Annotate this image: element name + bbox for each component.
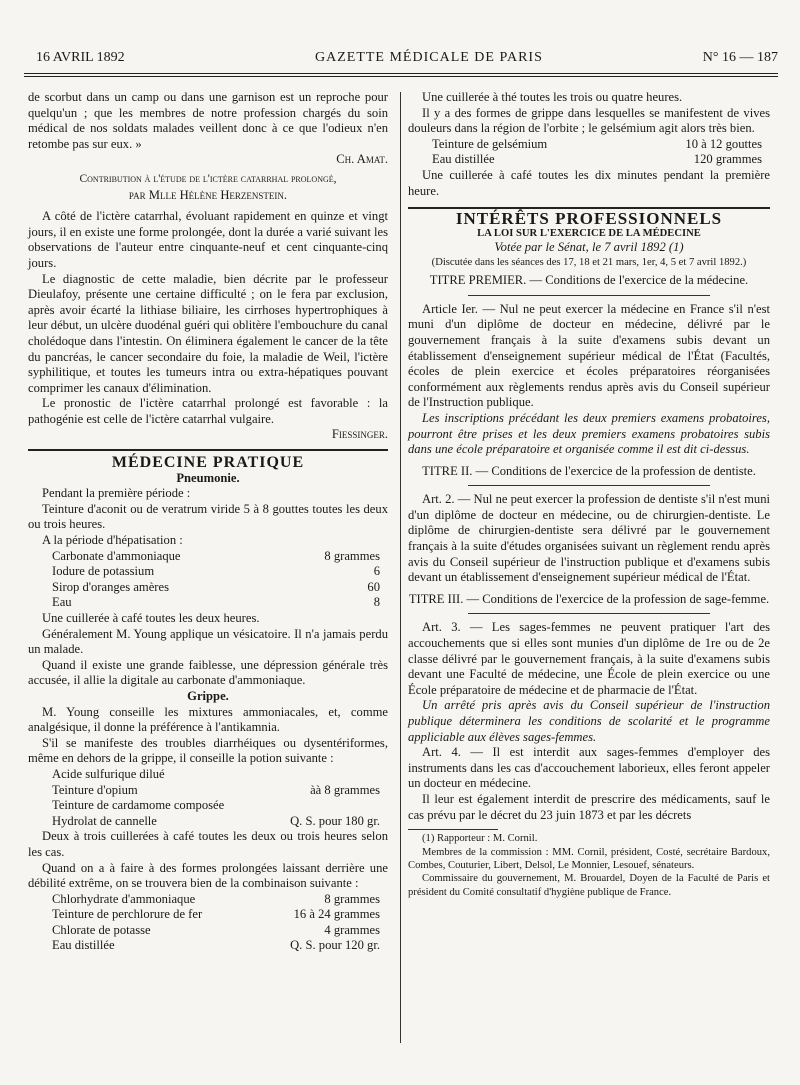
pneumonie-line-5: Généralement M. Young applique un vésicatoire. Il n'a jamais perdu un malade. xyxy=(28,626,388,657)
scorbut-paragraph: de scorbut dans un camp ou dans une garnison est un reproche pour quelqu'un ; que les membres de notre profession chargés du soin médical de nos soldats malades veillent donc à ce que l'odieux n'en retombe pas sur eux. » xyxy=(28,90,388,151)
ingredient-name: Iodure de potassium xyxy=(52,564,155,579)
pneumonie-line-1: Pendant la première période : xyxy=(42,486,191,501)
ingredient-dose: 4 grammes xyxy=(324,922,380,937)
footnote-2: Membres de la commission : MM. Cornil, président, Costé, secrétaire Bardoux, Combes, Couturier, Libert, Delsol, Le Monnier, Lesouef, sénateurs. xyxy=(408,846,770,871)
prescription-hepatisation xyxy=(28,549,388,611)
prescription-gelsemium xyxy=(408,137,770,168)
article-1: Article Ier. — Nul ne peut exercer la médecine en France s'il n'est muni d'un diplôme de docteur en médecine, délivré par le gouvernement français à la suite d'examens subis devant un établissement d'enseignement supérieur médical de l'État (Facultés, écoles de plein exercice et écoles préparatoires réorganisées conformément aux règlements rendus après avis du Conseil supérieur de l'Instruction publique. xyxy=(408,301,770,410)
header-journal-title: GAZETTE MÉDICALE DE PARIS xyxy=(315,50,543,65)
column-divider xyxy=(400,92,401,1043)
grippe-line-3: Deux à trois cuillerées à café toutes les deux ou trois heures selon les cas. xyxy=(28,829,388,859)
prescription-row xyxy=(28,892,388,908)
subheading-grippe: Grippe. xyxy=(187,688,229,703)
prescription-row xyxy=(28,814,388,830)
ingredient-dose xyxy=(380,767,388,783)
ictere-paragraph-2: Le diagnostic de cette maladie, bien décrite par le professeur Dieulafoy, présente une certaine difficulté ; on le fera par exclusion, après avoir écarté la lithiase biliaire, les cirrhoses hypertrophiques à leur début, un ulcère duodénal guéri qui oblitère l'embouchure du canal cholédoque dans l'intestin. On éliminera également le cancer de la tête du pancréas, le cancer secondaire du foie, la maladie de Weil, l'ictère syphilitique, et toutes les tumeurs intra ou extra-hépatiques pouvant comprimer les canaux d'élimination. xyxy=(28,271,388,395)
prescription-row xyxy=(28,798,388,814)
article-4-b: Il leur est également interdit de prescrire des médicaments, sauf le cas prévu par le décret du 23 juin 1873 et par les décrets xyxy=(408,791,770,822)
grippe-line-4: Quand on a à faire à des formes prolongées laissant derrière une débilité extrême, on se trouvera bien de la combinaison suivante : xyxy=(28,860,388,891)
prescription-row xyxy=(408,152,770,168)
prescription-combinaison xyxy=(28,892,388,954)
ingredient-dose: 60 xyxy=(367,579,380,594)
prescription-row xyxy=(28,783,388,799)
ingredient-name: Teinture d'opium xyxy=(52,782,138,797)
ingredient-name: Eau distillée xyxy=(52,938,115,953)
law-voted: Votée par le Sénat, le 7 avril 1892 (1) xyxy=(494,240,684,255)
prescription-row xyxy=(28,595,388,611)
article-2: Art. 2. — Nul ne peut exercer la profession de dentiste s'il n'est muni d'un diplôme de docteur en médecine, ou de chirurgien-dentiste. Le diplôme de chirurgien-dentiste sera délivré par le gouvernement français à la suite d'études organisées suivant un règlement rendu après avis du Conseil supérieur de l'instruction publique et d'examens subis devant un établissement d'enseignement supérieur médical de l'État. xyxy=(408,492,770,585)
prescription-row xyxy=(28,549,388,565)
ingredient-name: Acide sulfurique dilué xyxy=(52,766,165,781)
article-3-b: Un arrêté pris après avis du Conseil supérieur de l'instruction publique déterminera les conditions de scolarité et le programme appliciable aux élèves sages-femmes. xyxy=(408,698,770,744)
ingredient-name: Carbonate d'ammoniaque xyxy=(52,548,181,563)
ingredient-dose: 8 xyxy=(373,595,380,610)
grippe-line-1: M. Young conseille les mixtures ammoniacales, et, comme analgésique, il donne la préférence à l'antikamnia. xyxy=(28,704,388,735)
right-column xyxy=(408,90,770,899)
ingredient-name: Sirop d'oranges amères xyxy=(52,579,169,594)
footnote-3: Commissaire du gouvernement, M. Brouardel, Doyen de la Faculté de Paris et président du Comité consultatif d'hygiène publique de France. xyxy=(408,873,770,898)
grippe-line-2: S'il se manifeste des troubles diarrhéiques ou dysentériformes, même en dehors de la grippe, il conseille la potion suivante : xyxy=(28,735,388,766)
left-column xyxy=(28,90,388,954)
pneumonie-line-2: Teinture d'aconit ou de veratrum viride 5 à 8 gouttes toutes les deux ou trois heures. xyxy=(28,501,388,532)
ingredient-name: Eau distillée xyxy=(432,152,495,167)
rule-titre-2 xyxy=(468,485,710,486)
footnote-rule xyxy=(408,829,498,830)
section-rule xyxy=(28,449,388,451)
prescription-row xyxy=(28,767,388,783)
section-title-medecine-pratique: MÉDECINE PRATIQUE xyxy=(111,454,305,472)
prescription-row xyxy=(28,564,388,580)
ingredient-name: Chlorate de potasse xyxy=(52,922,151,937)
section-title-interets: INTÉRÊTS PROFESSIONNELS xyxy=(455,209,723,229)
ingredient-name: Eau xyxy=(52,595,72,610)
ingredient-dose: 6 xyxy=(373,564,380,579)
prescription-potion xyxy=(28,767,388,829)
header-issue-page: N° 16 — 187 xyxy=(702,50,778,65)
article-title: Contribution à l'étude de l'ictère catarrhal prolongé, xyxy=(79,172,337,185)
prescription-row xyxy=(28,923,388,939)
header-rule xyxy=(24,73,778,74)
pneumonie-line-6: Quand il existe une grande faiblesse, une dépression générale très accusée, il allie la digitale au carbonate d'ammoniaque. xyxy=(28,657,388,688)
signature-fiessinger: Fiessinger. xyxy=(331,427,388,442)
ingredient-name: Teinture de perchlorure de fer xyxy=(52,907,203,922)
law-title: LA LOI SUR L'EXERCICE DE LA MÉDECINE xyxy=(477,227,701,239)
article-3: Art. 3. — Les sages-femmes ne peuvent pratiquer l'art des accouchements que si elles sont munies d'un diplôme de 1re ou de 2e classe délivré par le gouvernement français, à la suite d'examens subis devant une Faculté de médecine, une École de plein exercice ou une École préparatoire de médecine et de pharmacie de l'État. xyxy=(408,620,770,697)
ictere-paragraph-1: A côté de l'ictère catarrhal, évoluant rapidement en quinze et vingt jours, il en existe une forme prolongée, dont la durée a varié suivant les observations de l'auteur entre cinquante-neuf et cent cinquante-cinq jours. xyxy=(28,209,388,270)
prescription-row xyxy=(408,137,770,153)
ingredient-dose: 120 grammes xyxy=(693,152,762,167)
titre-1: TITRE PREMIER. — Conditions de l'exercice de la médecine. xyxy=(429,273,749,288)
rule-titre-3 xyxy=(468,613,710,614)
ingredient-dose: Q. S. pour 120 gr. xyxy=(290,938,380,953)
article-1-b: Les inscriptions précédant les deux premiers examens probatoires, pourront être prises et les deux premiers examens probatoires subis dans une école préparatoire et organisée comme il est dit ci-dessus. xyxy=(408,410,770,457)
ingredient-dose: àà 8 grammes xyxy=(310,782,380,797)
signature-amat: Ch. Amat. xyxy=(336,152,388,167)
ingredient-dose: 8 grammes xyxy=(324,891,380,906)
prescription-row xyxy=(28,938,388,954)
ingredient-name: Chlorhydrate d'ammoniaque xyxy=(52,891,196,906)
header-date: 16 AVRIL 1892 xyxy=(36,50,125,65)
grippe-line-6: Il y a des formes de grippe dans lesquelles se manifestent de vives douleurs dans la région de l'orbite ; le gelsémium agit alors très bien. xyxy=(408,105,770,136)
page-header xyxy=(30,50,778,72)
pneumonie-line-3: A la période d'hépatisation : xyxy=(42,533,183,548)
titre-3: TITRE III. — Conditions de l'exercice de la profession de sage-femme. xyxy=(408,591,770,606)
ingredient-name: Teinture de gelsémium xyxy=(432,136,548,151)
ingredient-dose: 10 à 12 gouttes xyxy=(685,136,762,151)
prescription-row xyxy=(28,907,388,923)
ingredient-dose xyxy=(380,798,388,814)
article-4: Art. 4. — Il est interdit aux sages-femmes d'employer des instruments dans les cas d'accouchement laborieux, elles feront appeler un docteur en médecine. xyxy=(408,745,770,791)
subheading-pneumonie: Pneumonie. xyxy=(176,470,240,485)
grippe-line-5: Une cuillerée à thé toutes les trois ou quatre heures. xyxy=(422,90,683,104)
law-discussed: (Discutée dans les séances des 17, 18 et 21 mars, 1er, 4, 5 et 7 avril 1892.) xyxy=(431,256,747,268)
ingredient-name: Hydrolat de cannelle xyxy=(52,813,157,828)
ingredient-dose: Q. S. pour 180 gr. xyxy=(290,813,380,828)
pneumonie-line-4: Une cuillerée à café toutes les deux heures. xyxy=(42,611,260,625)
footnote-1: (1) Rapporteur : M. Cornil. xyxy=(422,833,538,845)
ictere-paragraph-3: Le pronostic de l'ictère catarrhal prolongé est favorable : la pathogénie est celle de l'ictère catarrhal vulgaire. xyxy=(28,396,388,426)
article-author: par Mlle Hélène Herzenstein. xyxy=(128,187,288,202)
ingredient-name: Teinture de cardamome composée xyxy=(52,798,225,813)
rule-titre-1 xyxy=(468,295,710,296)
titre-2: TITRE II. — Conditions de l'exercice de la profession de dentiste. xyxy=(422,463,756,478)
prescription-row xyxy=(28,580,388,596)
ingredient-dose: 8 grammes xyxy=(324,548,380,563)
grippe-line-7: Une cuillerée à café toutes les dix minutes pendant la première heure. xyxy=(408,167,770,198)
ingredient-dose: 16 à 24 grammes xyxy=(293,907,380,922)
header-rule-thin xyxy=(24,76,778,77)
